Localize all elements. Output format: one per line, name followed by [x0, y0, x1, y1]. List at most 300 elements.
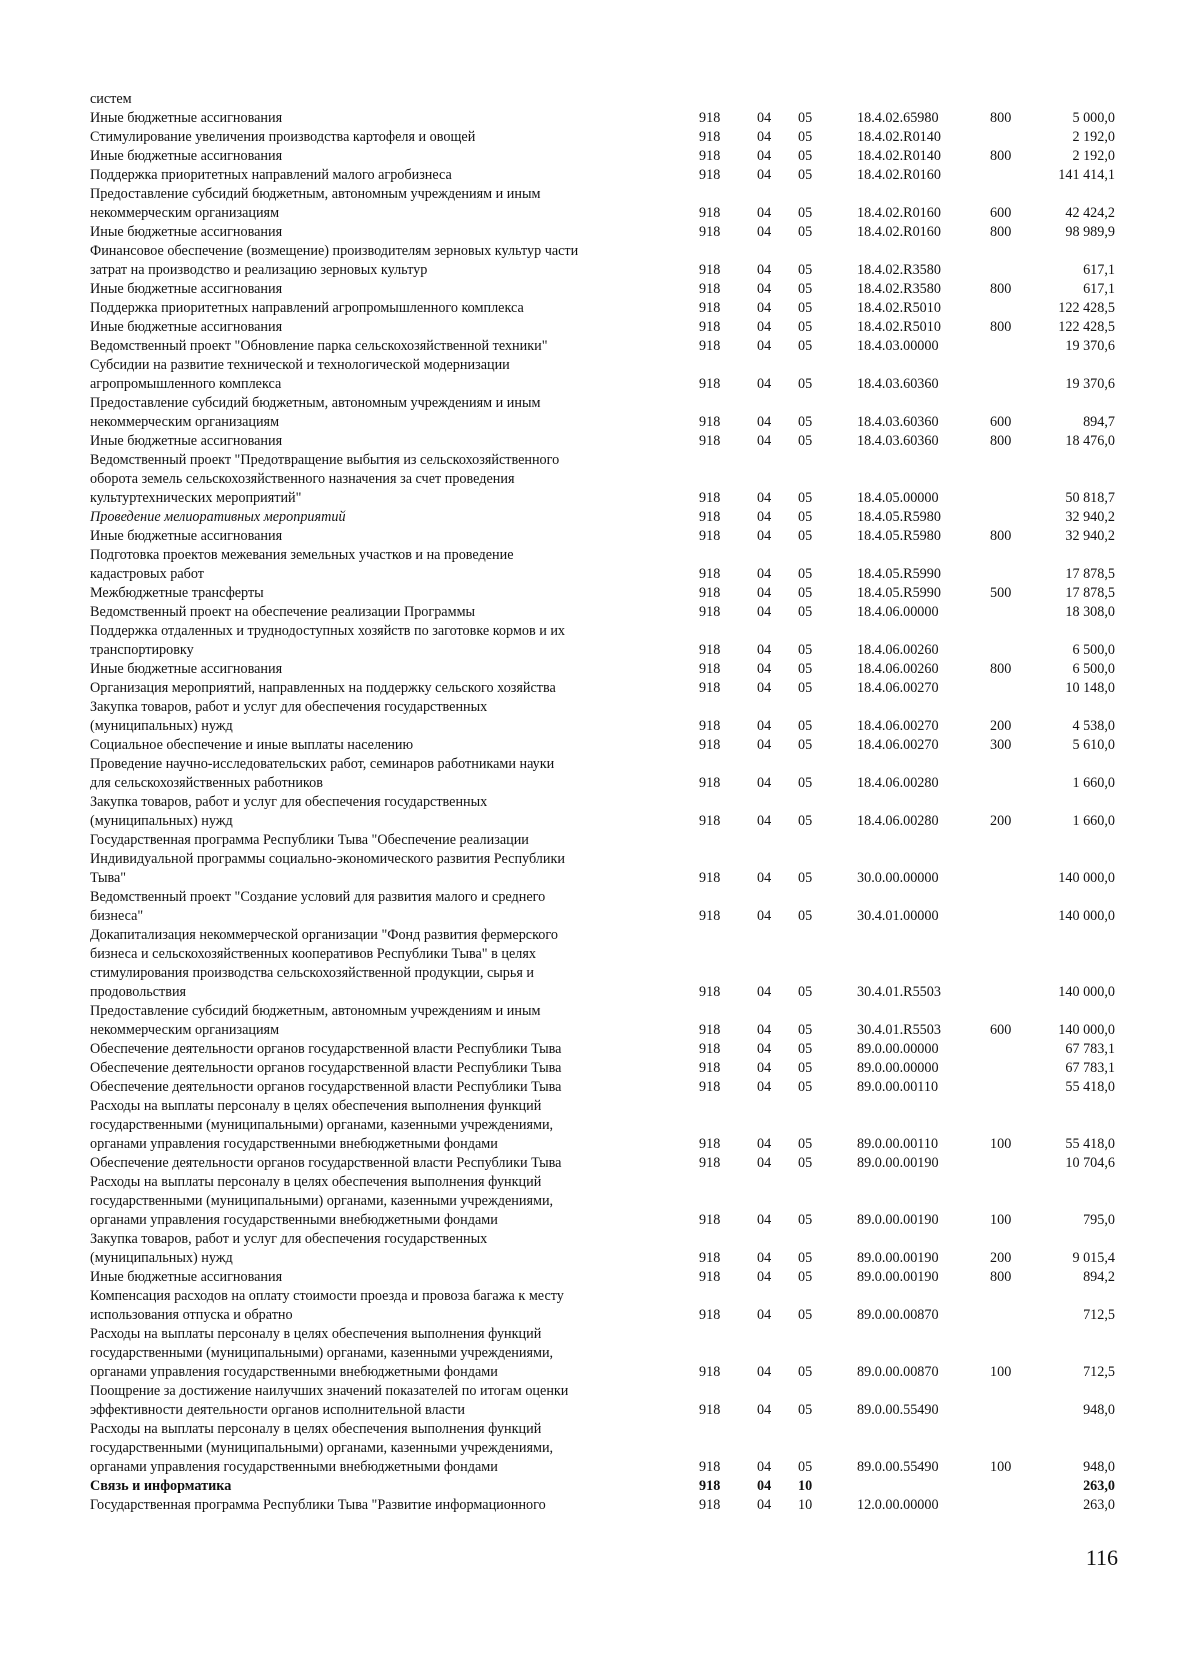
- amount-value: 5 610,0: [1072, 737, 1115, 753]
- target-article-code: 89.0.00.00000: [857, 1060, 939, 1076]
- table-row: [0, 755, 1200, 793]
- description-line: Субсидии на развитие технической и технологической модернизации: [90, 357, 510, 373]
- subsection-code: 05: [798, 870, 813, 886]
- ministry-code: 918: [699, 1402, 721, 1418]
- section-code: 04: [757, 1136, 772, 1152]
- target-article-code: 18.4.06.00000: [857, 604, 939, 620]
- expense-type-code: 800: [990, 110, 1012, 126]
- target-article-code: 89.0.00.55490: [857, 1402, 939, 1418]
- table-row: [0, 109, 1200, 128]
- target-article-code: 18.4.02.R5010: [857, 300, 941, 316]
- subsection-code: 05: [798, 1041, 813, 1057]
- section-code: 04: [757, 1364, 772, 1380]
- table-row: [0, 432, 1200, 451]
- section-code: 04: [757, 262, 772, 278]
- ministry-code: 918: [699, 509, 721, 525]
- description-line: (муниципальных) нужд: [90, 813, 233, 829]
- section-code: 04: [757, 338, 772, 354]
- target-article-code: 18.4.05.R5990: [857, 585, 941, 601]
- subsection-code: 05: [798, 680, 813, 696]
- ministry-code: 918: [699, 604, 721, 620]
- amount-value: 10 148,0: [1065, 680, 1115, 696]
- expense-type-code: 800: [990, 433, 1012, 449]
- section-code: 04: [757, 718, 772, 734]
- ministry-code: 918: [699, 1497, 721, 1513]
- description-line: кадастровых работ: [90, 566, 204, 582]
- subsection-code: 05: [798, 1060, 813, 1076]
- table-row: [0, 1477, 1200, 1496]
- target-article-code: 18.4.05.R5990: [857, 566, 941, 582]
- row-description: [90, 546, 690, 584]
- expense-type-code: 800: [990, 148, 1012, 164]
- table-row: [0, 1002, 1200, 1040]
- description-line: Поддержка отдаленных и труднодоступных хозяйств по заготовке кормов и их: [90, 623, 566, 639]
- description-line: Обеспечение деятельности органов государственной власти Республики Тыва: [90, 1041, 562, 1057]
- expense-type-code: 800: [990, 661, 1012, 677]
- description-line: Государственная программа Республики Тыва "Обеспечение реализации: [90, 832, 529, 848]
- amount-value: 948,0: [1083, 1402, 1115, 1418]
- section-code: 04: [757, 680, 772, 696]
- amount-value: 4 538,0: [1072, 718, 1115, 734]
- row-description: [90, 128, 690, 147]
- description-line: Предоставление субсидий бюджетным, автономным учреждениям и иным: [90, 1003, 541, 1019]
- amount-value: 17 878,5: [1065, 585, 1115, 601]
- description-line: Поддержка приоритетных направлений малого агробизнеса: [90, 167, 452, 183]
- section-code: 04: [757, 585, 772, 601]
- ministry-code: 918: [699, 490, 721, 506]
- row-description: [90, 356, 690, 394]
- expense-type-code: 800: [990, 528, 1012, 544]
- section-code: 04: [757, 1155, 772, 1171]
- target-article-code: 89.0.00.00190: [857, 1155, 939, 1171]
- ministry-code: 918: [699, 1136, 721, 1152]
- target-article-code: 12.0.00.00000: [857, 1497, 939, 1513]
- ministry-code: 918: [699, 680, 721, 696]
- table-row: [0, 147, 1200, 166]
- subsection-code: 10: [798, 1497, 813, 1513]
- description-line: затрат на производство и реализацию зерновых культур: [90, 262, 428, 278]
- subsection-code: 05: [798, 281, 813, 297]
- description-line: Иные бюджетные ассигнования: [90, 110, 283, 126]
- description-line: Социальное обеспечение и иные выплаты населению: [90, 737, 414, 753]
- table-row: [0, 622, 1200, 660]
- target-article-code: 18.4.06.00270: [857, 737, 939, 753]
- table-row: [0, 660, 1200, 679]
- description-line: оборота земель сельскохозяйственного назначения за счет проведения: [90, 471, 515, 487]
- subsection-code: 10: [798, 1478, 813, 1494]
- target-article-code: 18.4.02.R0140: [857, 129, 941, 145]
- section-code: 04: [757, 1497, 772, 1513]
- table-row: [0, 394, 1200, 432]
- section-code: 04: [757, 110, 772, 126]
- amount-value: 55 418,0: [1065, 1079, 1115, 1095]
- ministry-code: 918: [699, 1250, 721, 1266]
- ministry-code: 918: [699, 129, 721, 145]
- row-description: [90, 660, 690, 679]
- ministry-code: 918: [699, 1022, 721, 1038]
- target-article-code: 30.4.01.R5503: [857, 984, 941, 1000]
- subsection-code: 05: [798, 1364, 813, 1380]
- ministry-code: 918: [699, 167, 721, 183]
- target-article-code: 89.0.00.55490: [857, 1459, 939, 1475]
- row-description: [90, 1325, 690, 1382]
- section-code: 04: [757, 604, 772, 620]
- description-line: некоммерческим организациям: [90, 414, 280, 430]
- amount-value: 10 704,6: [1065, 1155, 1115, 1171]
- amount-value: 140 000,0: [1058, 908, 1115, 924]
- ministry-code: 918: [699, 718, 721, 734]
- subsection-code: 05: [798, 490, 813, 506]
- target-article-code: 18.4.06.00260: [857, 642, 939, 658]
- ministry-code: 918: [699, 775, 721, 791]
- description-line: некоммерческим организациям: [90, 1022, 280, 1038]
- table-row: [0, 584, 1200, 603]
- target-article-code: 18.4.02.R3580: [857, 281, 941, 297]
- row-description: [90, 603, 690, 622]
- ministry-code: 918: [699, 1079, 721, 1095]
- row-description: [90, 584, 690, 603]
- table-row: [0, 1382, 1200, 1420]
- description-line: Индивидуальной программы социально-экономического развития Республики: [90, 851, 565, 867]
- table-row: [0, 185, 1200, 223]
- section-code: 04: [757, 775, 772, 791]
- subsection-code: 05: [798, 737, 813, 753]
- amount-value: 18 476,0: [1065, 433, 1115, 449]
- target-article-code: 89.0.00.00110: [857, 1079, 939, 1095]
- amount-value: 17 878,5: [1065, 566, 1115, 582]
- ministry-code: 918: [699, 300, 721, 316]
- description-line: Проведение мелиоративных мероприятий: [90, 509, 346, 525]
- row-description: [90, 1097, 690, 1154]
- amount-value: 2 192,0: [1072, 129, 1115, 145]
- amount-value: 948,0: [1083, 1459, 1115, 1475]
- row-description: [90, 337, 690, 356]
- table-row: [0, 698, 1200, 736]
- table-row: [0, 793, 1200, 831]
- description-line: Подготовка проектов межевания земельных участков и на проведение: [90, 547, 514, 563]
- target-article-code: 18.4.03.00000: [857, 338, 939, 354]
- amount-value: 712,5: [1083, 1364, 1115, 1380]
- row-description: [90, 1154, 690, 1173]
- ministry-code: 918: [699, 224, 721, 240]
- amount-value: 1 660,0: [1072, 775, 1115, 791]
- row-description: [90, 888, 690, 926]
- ministry-code: 918: [699, 1041, 721, 1057]
- section-code: 04: [757, 984, 772, 1000]
- amount-value: 795,0: [1083, 1212, 1115, 1228]
- subsection-code: 05: [798, 262, 813, 278]
- target-article-code: 30.0.00.00000: [857, 870, 939, 886]
- subsection-code: 05: [798, 338, 813, 354]
- section-code: 04: [757, 908, 772, 924]
- target-article-code: 18.4.06.00270: [857, 718, 939, 734]
- ministry-code: 918: [699, 737, 721, 753]
- table-row: [0, 1325, 1200, 1382]
- description-line: эффективности деятельности органов исполнительной власти: [90, 1402, 465, 1418]
- ministry-code: 918: [699, 661, 721, 677]
- description-line: Обеспечение деятельности органов государственной власти Республики Тыва: [90, 1155, 562, 1171]
- ministry-code: 918: [699, 110, 721, 126]
- table-row: [0, 1078, 1200, 1097]
- ministry-code: 918: [699, 433, 721, 449]
- subsection-code: 05: [798, 604, 813, 620]
- subsection-code: 05: [798, 1022, 813, 1038]
- expense-type-code: 100: [990, 1459, 1012, 1475]
- section-code: 04: [757, 281, 772, 297]
- section-code: 04: [757, 148, 772, 164]
- subsection-code: 05: [798, 224, 813, 240]
- row-description: [90, 1382, 690, 1420]
- target-article-code: 18.4.06.00270: [857, 680, 939, 696]
- subsection-code: 05: [798, 1155, 813, 1171]
- description-line: Обеспечение деятельности органов государственной власти Республики Тыва: [90, 1079, 562, 1095]
- table-row: [0, 926, 1200, 1002]
- target-article-code: 18.4.06.00260: [857, 661, 939, 677]
- ministry-code: 918: [699, 262, 721, 278]
- amount-value: 1 660,0: [1072, 813, 1115, 829]
- table-row: [0, 1059, 1200, 1078]
- target-article-code: 18.4.02.R0160: [857, 224, 941, 240]
- ministry-code: 918: [699, 908, 721, 924]
- amount-value: 140 000,0: [1058, 984, 1115, 1000]
- ministry-code: 918: [699, 528, 721, 544]
- expense-type-code: 300: [990, 737, 1012, 753]
- description-line: бизнеса": [90, 908, 144, 924]
- subsection-code: 05: [798, 1250, 813, 1266]
- ministry-code: 918: [699, 319, 721, 335]
- description-line: Расходы на выплаты персоналу в целях обеспечения выполнения функций: [90, 1174, 542, 1190]
- description-line: Иные бюджетные ассигнования: [90, 433, 283, 449]
- row-description: [90, 1268, 690, 1287]
- description-line: Иные бюджетные ассигнования: [90, 224, 283, 240]
- section-code: 04: [757, 566, 772, 582]
- expense-type-code: 600: [990, 1022, 1012, 1038]
- ministry-code: 918: [699, 1307, 721, 1323]
- target-article-code: 18.4.03.60360: [857, 376, 939, 392]
- amount-value: 122 428,5: [1058, 319, 1115, 335]
- expense-type-code: 800: [990, 281, 1012, 297]
- expense-type-code: 200: [990, 718, 1012, 734]
- description-line: продовольствия: [90, 984, 187, 1000]
- subsection-code: 05: [798, 528, 813, 544]
- section-code: 04: [757, 1478, 772, 1494]
- row-description: [90, 622, 690, 660]
- subsection-code: 05: [798, 509, 813, 525]
- amount-value: 32 940,2: [1065, 528, 1115, 544]
- target-article-code: 18.4.05.R5980: [857, 509, 941, 525]
- subsection-code: 05: [798, 148, 813, 164]
- row-description: [90, 1078, 690, 1097]
- row-description: [90, 1230, 690, 1268]
- amount-value: 18 308,0: [1065, 604, 1115, 620]
- section-code: 04: [757, 490, 772, 506]
- ministry-code: 918: [699, 148, 721, 164]
- section-code: 04: [757, 1250, 772, 1266]
- row-description: [90, 755, 690, 793]
- expense-type-code: 200: [990, 1250, 1012, 1266]
- table-row: [0, 1230, 1200, 1268]
- description-line: Расходы на выплаты персоналу в целях обеспечения выполнения функций: [90, 1326, 542, 1342]
- subsection-code: 05: [798, 110, 813, 126]
- table-row: [0, 451, 1200, 508]
- amount-value: 98 989,9: [1065, 224, 1115, 240]
- ministry-code: 918: [699, 281, 721, 297]
- subsection-code: 05: [798, 585, 813, 601]
- subsection-code: 05: [798, 813, 813, 829]
- row-description: [90, 394, 690, 432]
- row-description: [90, 280, 690, 299]
- target-article-code: 18.4.05.00000: [857, 490, 939, 506]
- amount-value: 67 783,1: [1065, 1060, 1115, 1076]
- ministry-code: 918: [699, 566, 721, 582]
- description-line: транспортировку: [90, 642, 194, 658]
- description-line: Закупка товаров, работ и услуг для обеспечения государственных: [90, 1231, 488, 1247]
- description-line: Закупка товаров, работ и услуг для обеспечения государственных: [90, 794, 488, 810]
- section-code: 04: [757, 1459, 772, 1475]
- target-article-code: 89.0.00.00870: [857, 1364, 939, 1380]
- ministry-code: 918: [699, 1212, 721, 1228]
- target-article-code: 18.4.02.R3580: [857, 262, 941, 278]
- section-code: 04: [757, 661, 772, 677]
- section-code: 04: [757, 129, 772, 145]
- subsection-code: 05: [798, 1269, 813, 1285]
- row-description: [90, 242, 690, 280]
- table-row: [0, 128, 1200, 147]
- expense-type-code: 100: [990, 1136, 1012, 1152]
- amount-value: 140 000,0: [1058, 870, 1115, 886]
- expense-type-code: 600: [990, 205, 1012, 221]
- description-line: стимулирования производства сельскохозяйственной продукции, сырья и: [90, 965, 535, 981]
- subsection-code: 05: [798, 1307, 813, 1323]
- section-code: 04: [757, 224, 772, 240]
- row-description: [90, 1040, 690, 1059]
- description-line: агропромышленного комплекса: [90, 376, 282, 392]
- table-row: [0, 546, 1200, 584]
- target-article-code: 18.4.06.00280: [857, 775, 939, 791]
- section-code: 04: [757, 642, 772, 658]
- table-row: [0, 1173, 1200, 1230]
- table-row: [0, 508, 1200, 527]
- description-line: Иные бюджетные ассигнования: [90, 319, 283, 335]
- table-row: [0, 736, 1200, 755]
- amount-value: 140 000,0: [1058, 1022, 1115, 1038]
- expense-type-code: 800: [990, 319, 1012, 335]
- target-article-code: 18.4.02.65980: [857, 110, 939, 126]
- description-line: Предоставление субсидий бюджетным, автономным учреждениям и иным: [90, 186, 541, 202]
- row-description: [90, 223, 690, 242]
- target-article-code: 89.0.00.00190: [857, 1269, 939, 1285]
- subsection-code: 05: [798, 1459, 813, 1475]
- row-description: [90, 831, 690, 888]
- row-description: [90, 698, 690, 736]
- subsection-code: 05: [798, 205, 813, 221]
- description-line: для сельскохозяйственных работников: [90, 775, 323, 791]
- ministry-code: 918: [699, 585, 721, 601]
- target-article-code: 89.0.00.00190: [857, 1250, 939, 1266]
- ministry-code: 918: [699, 1478, 721, 1494]
- table-row: [0, 1420, 1200, 1477]
- row-description: [90, 1173, 690, 1230]
- description-line: Ведомственный проект "Создание условий для развития малого и среднего: [90, 889, 546, 905]
- table-row: [0, 1040, 1200, 1059]
- expense-type-code: 600: [990, 414, 1012, 430]
- subsection-code: 05: [798, 908, 813, 924]
- ministry-code: 918: [699, 1269, 721, 1285]
- description-line: Финансовое обеспечение (возмещение) производителям зерновых культур части: [90, 243, 579, 259]
- description-line: органами управления государственными внебюджетными фондами: [90, 1212, 498, 1228]
- section-code: 04: [757, 433, 772, 449]
- table-row: [0, 223, 1200, 242]
- ministry-code: 918: [699, 1155, 721, 1171]
- ministry-code: 918: [699, 376, 721, 392]
- section-code: 04: [757, 167, 772, 183]
- description-line: органами управления государственными внебюджетными фондами: [90, 1459, 498, 1475]
- amount-value: 67 783,1: [1065, 1041, 1115, 1057]
- subsection-code: 05: [798, 661, 813, 677]
- amount-value: 42 424,2: [1065, 205, 1115, 221]
- description-line: использования отпуска и обратно: [90, 1307, 293, 1323]
- amount-value: 6 500,0: [1072, 661, 1115, 677]
- ministry-code: 918: [699, 813, 721, 829]
- ministry-code: 918: [699, 1060, 721, 1076]
- row-description: [90, 1477, 690, 1496]
- target-article-code: 89.0.00.00190: [857, 1212, 939, 1228]
- amount-value: 5 000,0: [1072, 110, 1115, 126]
- row-description: [90, 185, 690, 223]
- target-article-code: 18.4.02.R0160: [857, 167, 941, 183]
- section-code: 04: [757, 376, 772, 392]
- ministry-code: 918: [699, 338, 721, 354]
- description-line: Поощрение за достижение наилучших значений показателей по итогам оценки: [90, 1383, 569, 1399]
- row-description: [90, 926, 690, 1002]
- section-code: 04: [757, 1402, 772, 1418]
- table-row: [0, 166, 1200, 185]
- description-line: Связь и информатика: [90, 1478, 232, 1494]
- expense-type-code: 800: [990, 1269, 1012, 1285]
- table-row: [0, 888, 1200, 926]
- table-row: [0, 337, 1200, 356]
- description-line: (муниципальных) нужд: [90, 1250, 233, 1266]
- row-description: [90, 508, 690, 527]
- description-line: Проведение научно-исследовательских работ, семинаров работниками науки: [90, 756, 555, 772]
- table-row: [0, 1287, 1200, 1325]
- amount-value: 894,7: [1083, 414, 1115, 430]
- amount-value: 263,0: [1083, 1497, 1115, 1513]
- subsection-code: 05: [798, 376, 813, 392]
- subsection-code: 05: [798, 167, 813, 183]
- row-description: [90, 451, 690, 508]
- subsection-code: 05: [798, 566, 813, 582]
- amount-value: 19 370,6: [1065, 376, 1115, 392]
- description-line: государственными (муниципальными) органами, казенными учреждениями,: [90, 1440, 554, 1456]
- section-code: 04: [757, 414, 772, 430]
- expense-type-code: 100: [990, 1212, 1012, 1228]
- amount-value: 2 192,0: [1072, 148, 1115, 164]
- subsection-code: 05: [798, 984, 813, 1000]
- subsection-code: 05: [798, 775, 813, 791]
- expense-type-code: 500: [990, 585, 1012, 601]
- section-code: 04: [757, 319, 772, 335]
- row-description: [90, 432, 690, 451]
- page-number: 116: [1085, 1545, 1118, 1570]
- section-code: 04: [757, 813, 772, 829]
- description-line: Иные бюджетные ассигнования: [90, 661, 283, 677]
- row-description: [90, 527, 690, 546]
- subsection-code: 05: [798, 1402, 813, 1418]
- ministry-code: 918: [699, 414, 721, 430]
- description-line: культуртехнических мероприятий": [90, 490, 302, 506]
- description-line: Иные бюджетные ассигнования: [90, 281, 283, 297]
